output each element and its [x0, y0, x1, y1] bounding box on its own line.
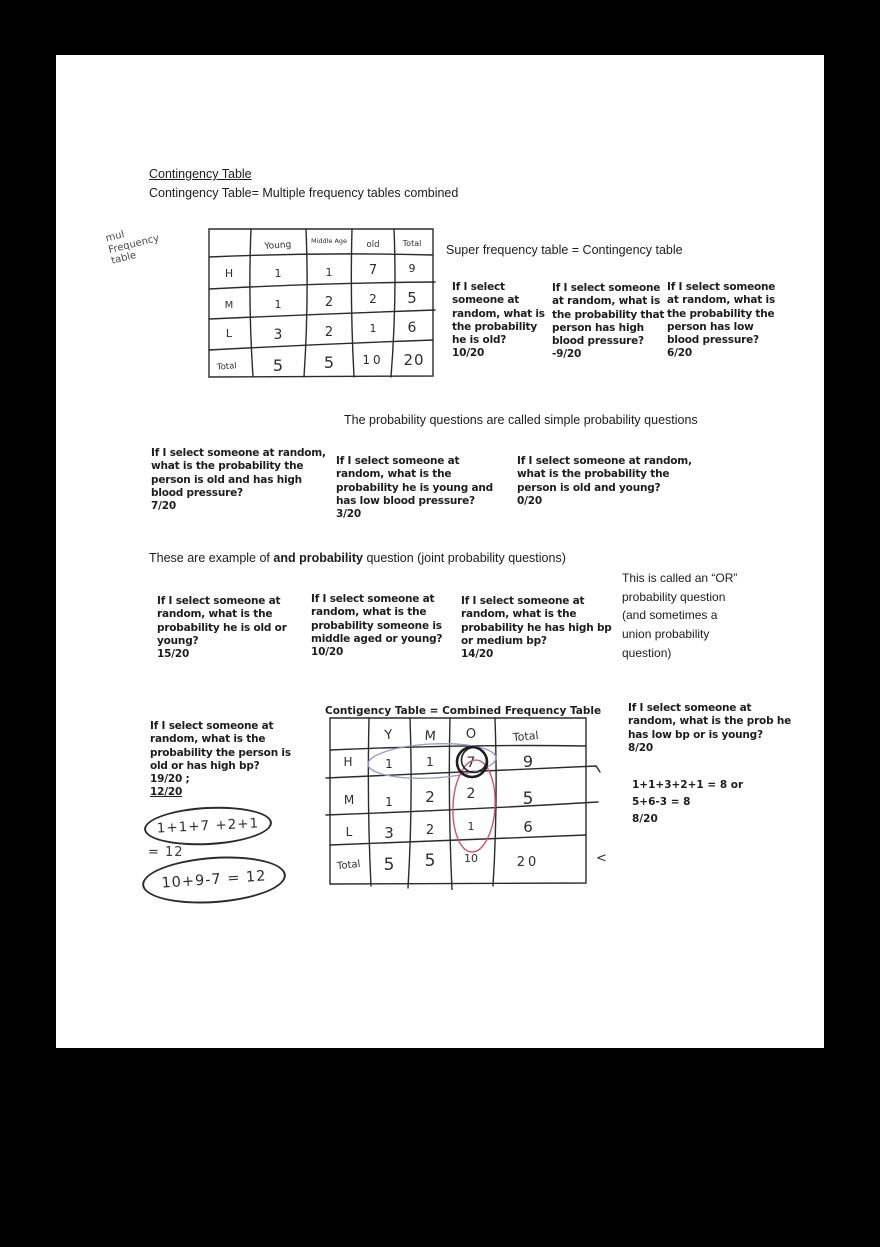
question-block-and-1 [151, 447, 333, 513]
question-block-bottom-right [628, 702, 800, 755]
col-header-old: old [366, 240, 380, 250]
page-subtitle: Contingency Table= Multiple frequency tables combined [149, 186, 459, 200]
cell: 9 [522, 752, 534, 771]
cell: 10 [464, 852, 478, 865]
cell: 1 [369, 322, 377, 335]
circled-work-2 [141, 852, 288, 908]
cell: 1 [325, 266, 333, 279]
question-text: If I select someone at random, what is the probability he is young and has low blood pressure? [336, 455, 493, 507]
cell: 1 [426, 755, 434, 769]
cell: 2 [369, 292, 377, 306]
cell: 2 [324, 295, 334, 310]
question-text: If I select someone at random, what is the probability the person is old and young? [517, 455, 692, 494]
cell: 6 [407, 320, 417, 336]
cell: 9 [408, 262, 416, 275]
cell: 5 [522, 789, 534, 809]
page-title: Contingency Table [149, 167, 252, 181]
row-label: L [225, 327, 233, 340]
question-block-simple-2 [552, 282, 666, 362]
question-text: If I select someone at random, what is the probability the person has low blood pressure? [667, 281, 776, 347]
row-label: M [343, 793, 355, 807]
cell: 1 [274, 267, 282, 280]
question-text: If I select someone at random, what is the probability the person is old and has high blood pressure? [151, 447, 326, 499]
cell: 6 [523, 818, 533, 836]
cell: 5 [383, 855, 395, 875]
question-answer: 3/20 [336, 508, 361, 521]
question-block-bottom-left [150, 720, 312, 800]
cell: 3 [273, 327, 283, 343]
cell: 2 [466, 786, 476, 802]
question-text: If I select someone at random, what is the probability someone is middle aged or young? [311, 593, 443, 645]
col-header-y: Y [383, 727, 394, 744]
col-header-young: Young [264, 240, 292, 252]
question-answer: 8/20 [628, 741, 653, 754]
work-line-2: 5+6-3 = 8 [632, 796, 691, 808]
note-bold: and probability [273, 551, 363, 565]
question-answer: 10/20 [452, 347, 485, 360]
cell: 5 [407, 289, 417, 307]
work-line-3: 8/20 [632, 813, 658, 825]
handwritten-margin-note: mul Frequency table [104, 229, 161, 267]
cell: 20 [516, 855, 540, 870]
cell: 2 [425, 823, 435, 838]
question-answer: -9/20 [552, 348, 582, 361]
col-header-m: M [424, 728, 437, 745]
cell: 2 [324, 325, 334, 340]
stray-mark: < [596, 851, 607, 866]
question-block-and-2 [336, 455, 506, 521]
cell: 1 [385, 795, 393, 809]
row-label: H [343, 755, 353, 769]
cell: 2 [425, 788, 435, 806]
question-answer: 14/20 [461, 648, 494, 661]
note-prefix: These are example of [149, 551, 274, 565]
question-text: If I select someone at random, what is the probability he has high bp or medium bp? [461, 595, 612, 647]
question-answer: 10/20 [311, 646, 344, 659]
cell: 20 [403, 351, 425, 369]
question-answer: 0/20 [517, 494, 542, 507]
question-text: If I select someone at random, what is the probability he is old or young? [157, 595, 287, 647]
cell: 5 [424, 851, 436, 871]
row-label: Total [336, 858, 361, 873]
cell: 5 [323, 353, 335, 372]
handwritten-contingency-table [324, 714, 609, 890]
row-label: L [345, 825, 353, 839]
question-answer: 6/20 [667, 347, 692, 360]
work-expression-2: 10+9-7 = 12 [161, 868, 267, 892]
question-text: If I select someone at random, what is the probability he is old? [452, 281, 545, 347]
question-answer-2: 12/20 [150, 786, 183, 799]
work-equals: = 12 [148, 845, 184, 860]
document-page [56, 55, 824, 1048]
cell: 1 [385, 757, 393, 771]
question-answer: 7/20 [151, 500, 176, 513]
figure1-caption: Super frequency table = Contingency table [446, 243, 683, 257]
col-header-o: O [465, 727, 477, 742]
table-border [209, 229, 433, 377]
bottom-right-work [632, 777, 804, 828]
row-label: Total [216, 361, 238, 373]
question-block-and-3 [517, 455, 699, 508]
row-label: M [224, 300, 234, 311]
cell: 1 [467, 820, 475, 833]
question-answer: 15/20 [157, 648, 190, 661]
or-probability-side-note: This is called an “OR” probability question (and sometimes a union probability question) [622, 571, 738, 660]
col-header-middle-age: Middle Age [310, 237, 348, 245]
question-block-or-1 [157, 595, 307, 661]
question-block-or-3 [461, 595, 623, 661]
note-suffix: question (joint probability questions) [362, 551, 566, 565]
cell: 7 [466, 755, 476, 771]
col-header-total: Total [402, 239, 422, 248]
cell: 7 [368, 263, 378, 278]
handwritten-frequency-table [205, 226, 437, 380]
question-block-simple-3 [667, 281, 779, 361]
col-header-total: Total [512, 728, 540, 745]
question-block-or-2 [311, 593, 475, 659]
circled-work-1 [143, 804, 273, 849]
work-line-1: 1+1+3+2+1 = 8 or [632, 779, 744, 791]
question-text: If I select someone at random, what is the probability the person is old or has high bp? [150, 720, 291, 772]
question-text: If I select someone at random, what is the probability that person has high blood pressure? [552, 282, 665, 348]
question-text: If I select someone at random, what is the prob he has low bp or is young? [628, 702, 792, 741]
cell: 10 [362, 353, 384, 367]
work-expression-1: 1+1+7 +2+1 [156, 815, 260, 837]
cell: 5 [272, 356, 284, 375]
cell: 1 [274, 298, 282, 311]
cell: 3 [384, 824, 394, 842]
and-probability-note [149, 551, 566, 566]
question-answer-1: 19/20 ; [150, 773, 190, 786]
simple-probability-note: The probability questions are called simple probability questions [344, 413, 698, 427]
figure2-heading: Contigency Table = Combined Frequency Table [325, 705, 602, 717]
question-block-simple-1 [452, 281, 550, 361]
row-label: H [224, 267, 234, 280]
